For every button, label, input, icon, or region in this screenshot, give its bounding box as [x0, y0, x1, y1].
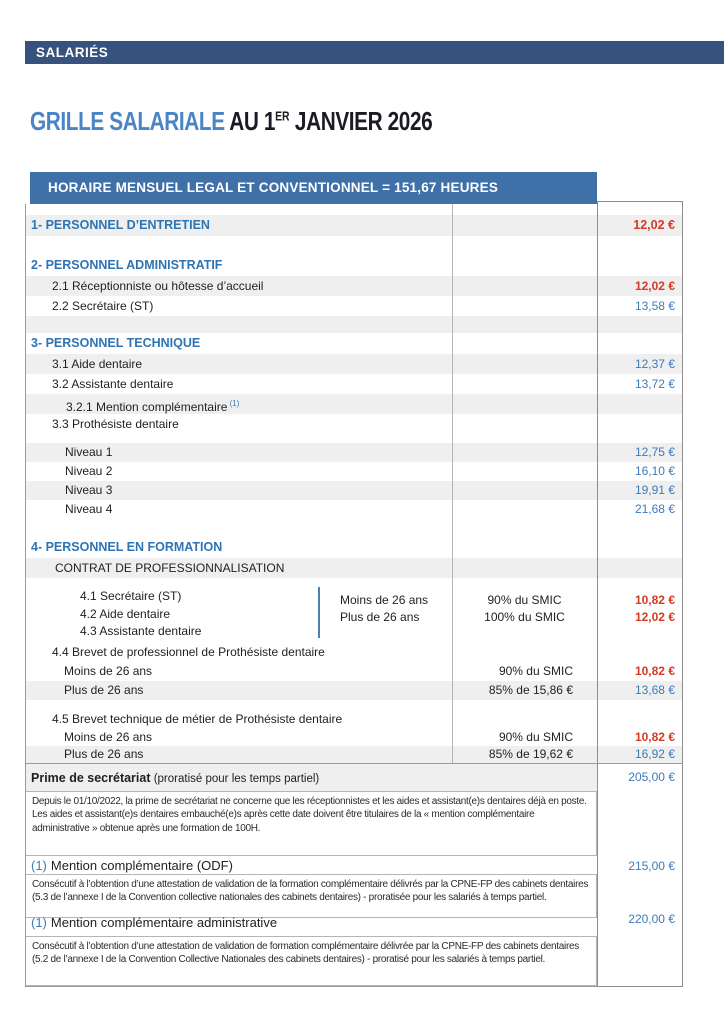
salary-table	[25, 204, 683, 763]
row-value: 16,10 €	[634, 464, 675, 478]
spacer-row	[25, 519, 683, 537]
row-label: Niveau 1	[65, 445, 113, 459]
prime-value: 205,00 €	[628, 770, 675, 784]
row-label: 4- PERSONNEL EN FORMATION	[31, 540, 223, 554]
mention-odf-note-box: Consécutif à l’obtention d’une attestation de validation de la formation complémentaire délivrés par la CPNE-FP des cabinets dentaires (5.3 de l’annexe I de la Convention collective nationales des cabinets dentaires) - proratisée pour les salariés à temps partiel.	[25, 874, 597, 918]
mention-administrative-value: 220,00 €	[628, 912, 675, 926]
row-label: 4.5 Brevet technique de métier de Prothésiste dentaire	[52, 712, 343, 726]
spacer-row	[25, 700, 683, 710]
table-row	[25, 537, 683, 558]
table-row	[25, 462, 683, 481]
mention-odf-label: Mention complémentaire (ODF)	[50, 858, 233, 873]
row-label: Moins de 26 ans	[64, 664, 153, 678]
smic-percentage: 85% de 19,62 €	[488, 747, 573, 761]
prime-note-box	[25, 791, 597, 856]
row-label: 2.2 Secrétaire (ST)	[52, 299, 154, 313]
row-value: 12,02 €	[634, 279, 675, 293]
table-row	[25, 374, 683, 394]
prime-note-line: Depuis le 01/10/2022, la prime de secrétariat ne concerne que les réceptionnistes et les aides et assistant(e)s dentaires déjà en poste.	[32, 796, 587, 807]
table-row	[25, 681, 683, 700]
row-value: 21,68 €	[634, 502, 675, 516]
table-row	[25, 394, 683, 414]
row-label: 3- PERSONNEL TECHNIQUE	[31, 336, 201, 350]
table-row	[25, 710, 683, 728]
row-value: 12,37 €	[634, 357, 675, 371]
row-label: 3.2 Assistante dentaire	[52, 377, 174, 391]
row-value: 13,72 €	[634, 377, 675, 391]
title-highlight: GRILLE SALARIALE	[30, 106, 225, 136]
table-row	[25, 414, 683, 434]
table-row	[25, 354, 683, 374]
group-divider	[318, 587, 320, 638]
table-row	[25, 585, 683, 640]
row-label: 4.4 Brevet de professionnel de Prothésiste dentaire	[52, 645, 325, 659]
table-row	[25, 558, 683, 578]
footnote-marker: (1)	[31, 915, 47, 930]
row-label: 1- PERSONNEL D’ENTRETIEN	[31, 218, 210, 232]
row-label: Plus de 26 ans	[64, 683, 144, 697]
table-row	[25, 276, 683, 296]
row-value: 13,58 €	[634, 299, 675, 313]
row-label: CONTRAT DE PROFESSIONNALISATION	[55, 561, 285, 575]
smic-percentage: 100% du SMIC	[484, 610, 565, 624]
row-value: 12,02 €	[633, 218, 675, 232]
row-label: 4.1 Secrétaire (ST)	[80, 589, 182, 603]
row-label: 3.2.1 Mention complémentaire $^{(1)}$	[66, 399, 240, 414]
age-label: Plus de 26 ans	[340, 610, 420, 624]
table-row	[25, 500, 683, 519]
table-row	[25, 443, 683, 462]
spacer-row	[25, 434, 683, 443]
row-value: 10,82 €	[634, 593, 675, 607]
mention-odf-row	[25, 856, 597, 875]
row-label: 2.1 Réceptionniste ou hôtesse d’accueil	[52, 279, 264, 293]
smic-percentage: 90% du SMIC	[498, 730, 573, 744]
row-label: 3.1 Aide dentaire	[52, 357, 143, 371]
top-bar-label: SALARIÉS	[36, 45, 109, 60]
row-label: Niveau 2	[65, 464, 113, 478]
smic-percentage: 90% du SMIC	[487, 593, 562, 607]
row-value: 12,75 €	[634, 445, 675, 459]
row-value: 12,02 €	[634, 610, 675, 624]
prime-secretariat-row	[25, 764, 597, 791]
row-label: Niveau 3	[65, 483, 113, 497]
prime-note-line: Les aides et assistant(e)s dentaires embauché(e)s après cette date doivent être titulaires de la « mention complémentaire administrative » obtenue après une formation de 100H.	[32, 809, 535, 834]
row-values	[597, 592, 683, 626]
prime-label-note: (proratisé pour les temps partiel)	[150, 773, 320, 785]
table-row	[25, 643, 683, 662]
row-value: 13,68 €	[634, 683, 675, 697]
mention-administrative-label: Mention complémentaire administrative	[50, 915, 278, 930]
title-superscript: ER	[275, 108, 290, 124]
table-row	[25, 255, 683, 276]
table-header-label: HORAIRE MENSUEL LEGAL ET CONVENTIONNEL = 151,67 HEURES	[48, 180, 499, 195]
table-header-bar	[30, 172, 597, 204]
footnote-marker: (1)	[227, 399, 240, 408]
table-row	[25, 333, 683, 354]
smic-percentages	[452, 592, 597, 626]
row-label: 3.3 Prothésiste dentaire	[52, 417, 179, 431]
row-value: 19,91 €	[634, 483, 675, 497]
age-label: Moins de 26 ans	[340, 593, 429, 607]
title-prefix: AU 1	[224, 106, 276, 136]
smic-percentage: 85% de 15,86 €	[488, 683, 573, 697]
row-label: Plus de 26 ans	[64, 747, 144, 761]
page-title	[30, 106, 432, 137]
table-row	[25, 662, 683, 681]
table-row	[25, 728, 683, 746]
row-label: 4.3 Assistante dentaire	[80, 624, 202, 638]
mention-odf-value: 215,00 €	[628, 859, 675, 873]
spacer-row	[25, 316, 683, 333]
table-row	[25, 481, 683, 500]
prime-label: Prime de secrétariat	[31, 771, 151, 785]
spacer-row	[25, 204, 683, 215]
table-row	[25, 746, 683, 763]
row-value: 16,92 €	[634, 747, 675, 761]
table-row	[25, 296, 683, 316]
row-label: 2- PERSONNEL ADMINISTRATIF	[31, 258, 223, 272]
title-suffix: JANVIER 2026	[289, 106, 433, 136]
table-bottom-border	[25, 986, 683, 987]
smic-percentage: 90% du SMIC	[498, 664, 573, 678]
table-row	[25, 215, 683, 236]
row-value: 10,82 €	[634, 664, 675, 678]
row-label: 4.2 Aide dentaire	[80, 606, 171, 621]
spacer-row	[25, 236, 683, 255]
row-value: 10,82 €	[634, 730, 675, 744]
footnote-marker: (1)	[31, 858, 47, 873]
mention-administrative-note-box: Consécutif à l’obtention d’une attestation de validation de formation complémentaire délivrée par la CPNE-FP des cabinets dentaires (5.2 de l’annexe I de la Convention Collective Nationales des cabinets dentaires) - proratisé pour les salariés à temps partiel.	[25, 936, 597, 986]
mention-administrative-row	[25, 912, 597, 934]
age-labels	[340, 592, 428, 626]
row-label: Moins de 26 ans	[64, 730, 153, 744]
top-section-bar	[25, 41, 724, 64]
row-label: Niveau 4	[65, 502, 113, 516]
spacer-row	[25, 578, 683, 585]
group-labels	[80, 588, 201, 641]
